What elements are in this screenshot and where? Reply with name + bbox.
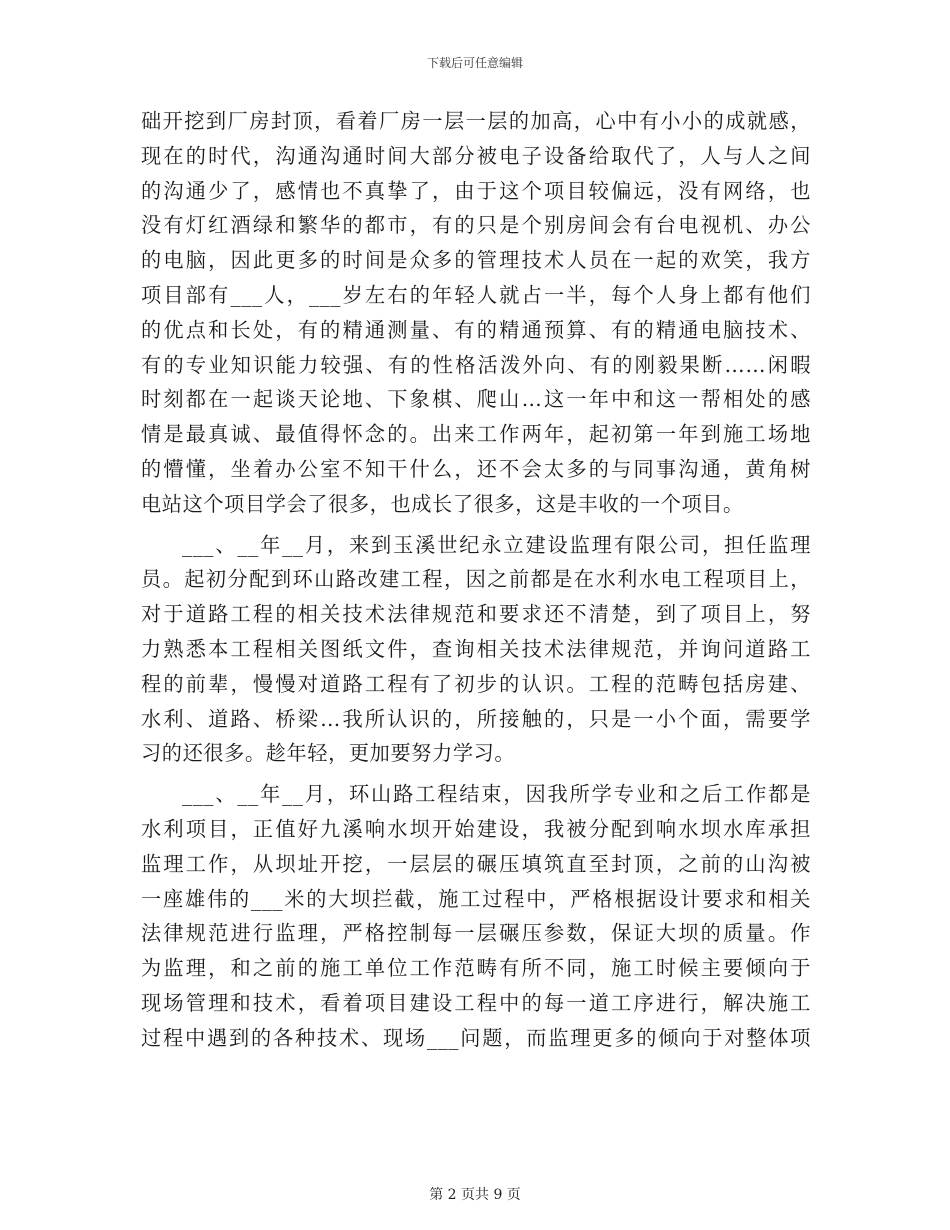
text-line: 员。起初分配到环山路改建工程，因之前都是在水利水电工程项目上， [141,567,811,592]
text-line: 水利、道路、桥梁…我所认识的，所接触的，只是一小个面，需要学 [141,706,811,731]
text-line: 水利项目，正值好九溪响水坝开始建设，我被分配到响水坝水库承担 [141,816,811,841]
paragraph-2 [141,528,811,772]
text-line: 对于道路工程的相关技术法律规范和要求还不清楚，到了项目上，努 [141,602,811,627]
page-header: 下载后可任意编辑 [426,56,523,70]
text-line: 项目部有___人，___岁左右的年轻人就占一半，每个人身上都有他们 [141,282,811,307]
text-line: 电站这个项目学会了很多，也成长了很多，这是丰收的一个项目。 [141,491,744,516]
text-line: 现在的时代，沟通沟通时间大部分被电子设备给取代了，人与人之间 [141,143,811,168]
text-line: 时刻都在一起谈天论地、下象棋、爬山…这一年中和这一帮相处的感 [141,387,811,412]
text-line: 监理工作，从坝址开挖，一层层的碾压填筑直至封顶，之前的山沟被 [141,851,811,876]
document-body [141,104,811,1056]
text-line: 情是最真诚、最值得怀念的。出来工作两年，起初第一年到施工场地 [141,422,811,447]
text-line: 没有灯红酒绿和繁华的都市，有的只是个别房间会有台电视机、办公 [141,213,811,238]
text-line: 现场管理和技术，看着项目建设工程中的每一道工序进行，解决施工 [141,990,811,1015]
paragraph-1 [141,104,811,522]
text-line: ___、__年__月，环山路工程结束，因我所学专业和之后工作都是 [182,782,811,807]
text-line: 础开挖到厂房封顶，看着厂房一层一层的加高，心中有小小的成就感， [141,109,811,133]
text-line: 法律规范进行监理，严格控制每一层碾压参数，保证大坝的质量。作 [141,921,811,946]
text-line: 程的前辈，慢慢对道路工程有了初步的认识。工程的范畴包括房建、 [141,671,811,696]
text-line: 为监理，和之前的施工单位工作范畴有所不同，施工时候主要倾向于 [141,956,811,981]
text-line: 的电脑，因此更多的时间是众多的管理技术人员在一起的欢笑，我方 [141,248,811,273]
text-line: 的沟通少了，感情也不真挚了，由于这个项目较偏远，没有网络，也 [141,178,811,203]
text-line: 一座雄伟的___米的大坝拦截，施工过程中，严格根据设计要求和相关 [141,886,811,911]
text-line: 力熟悉本工程相关图纸文件，查询相关技术法律规范，并询问道路工 [141,636,811,661]
page-number: 第 2 页共 9 页 [429,1187,521,1203]
text-line: 的懵懂，坐着办公室不知干什么，还不会太多的与同事沟通，黄角树 [141,456,811,481]
paragraph-3 [141,777,811,1055]
text-line: 习的还很多。趁年轻，更加要努力学习。 [141,741,516,766]
text-line: 的优点和长处，有的精通测量、有的精通预算、有的精通电脑技术、 [141,317,811,342]
text-line: 过程中遇到的各种技术、现场___问题，而监理更多的倾向于对整体项 [141,1025,811,1050]
text-line: 有的专业知识能力较强、有的性格活泼外向、有的刚毅果断……闲暇 [141,352,811,377]
text-line: ___、__年__月，来到玉溪世纪永立建设监理有限公司，担任监理 [182,532,811,557]
